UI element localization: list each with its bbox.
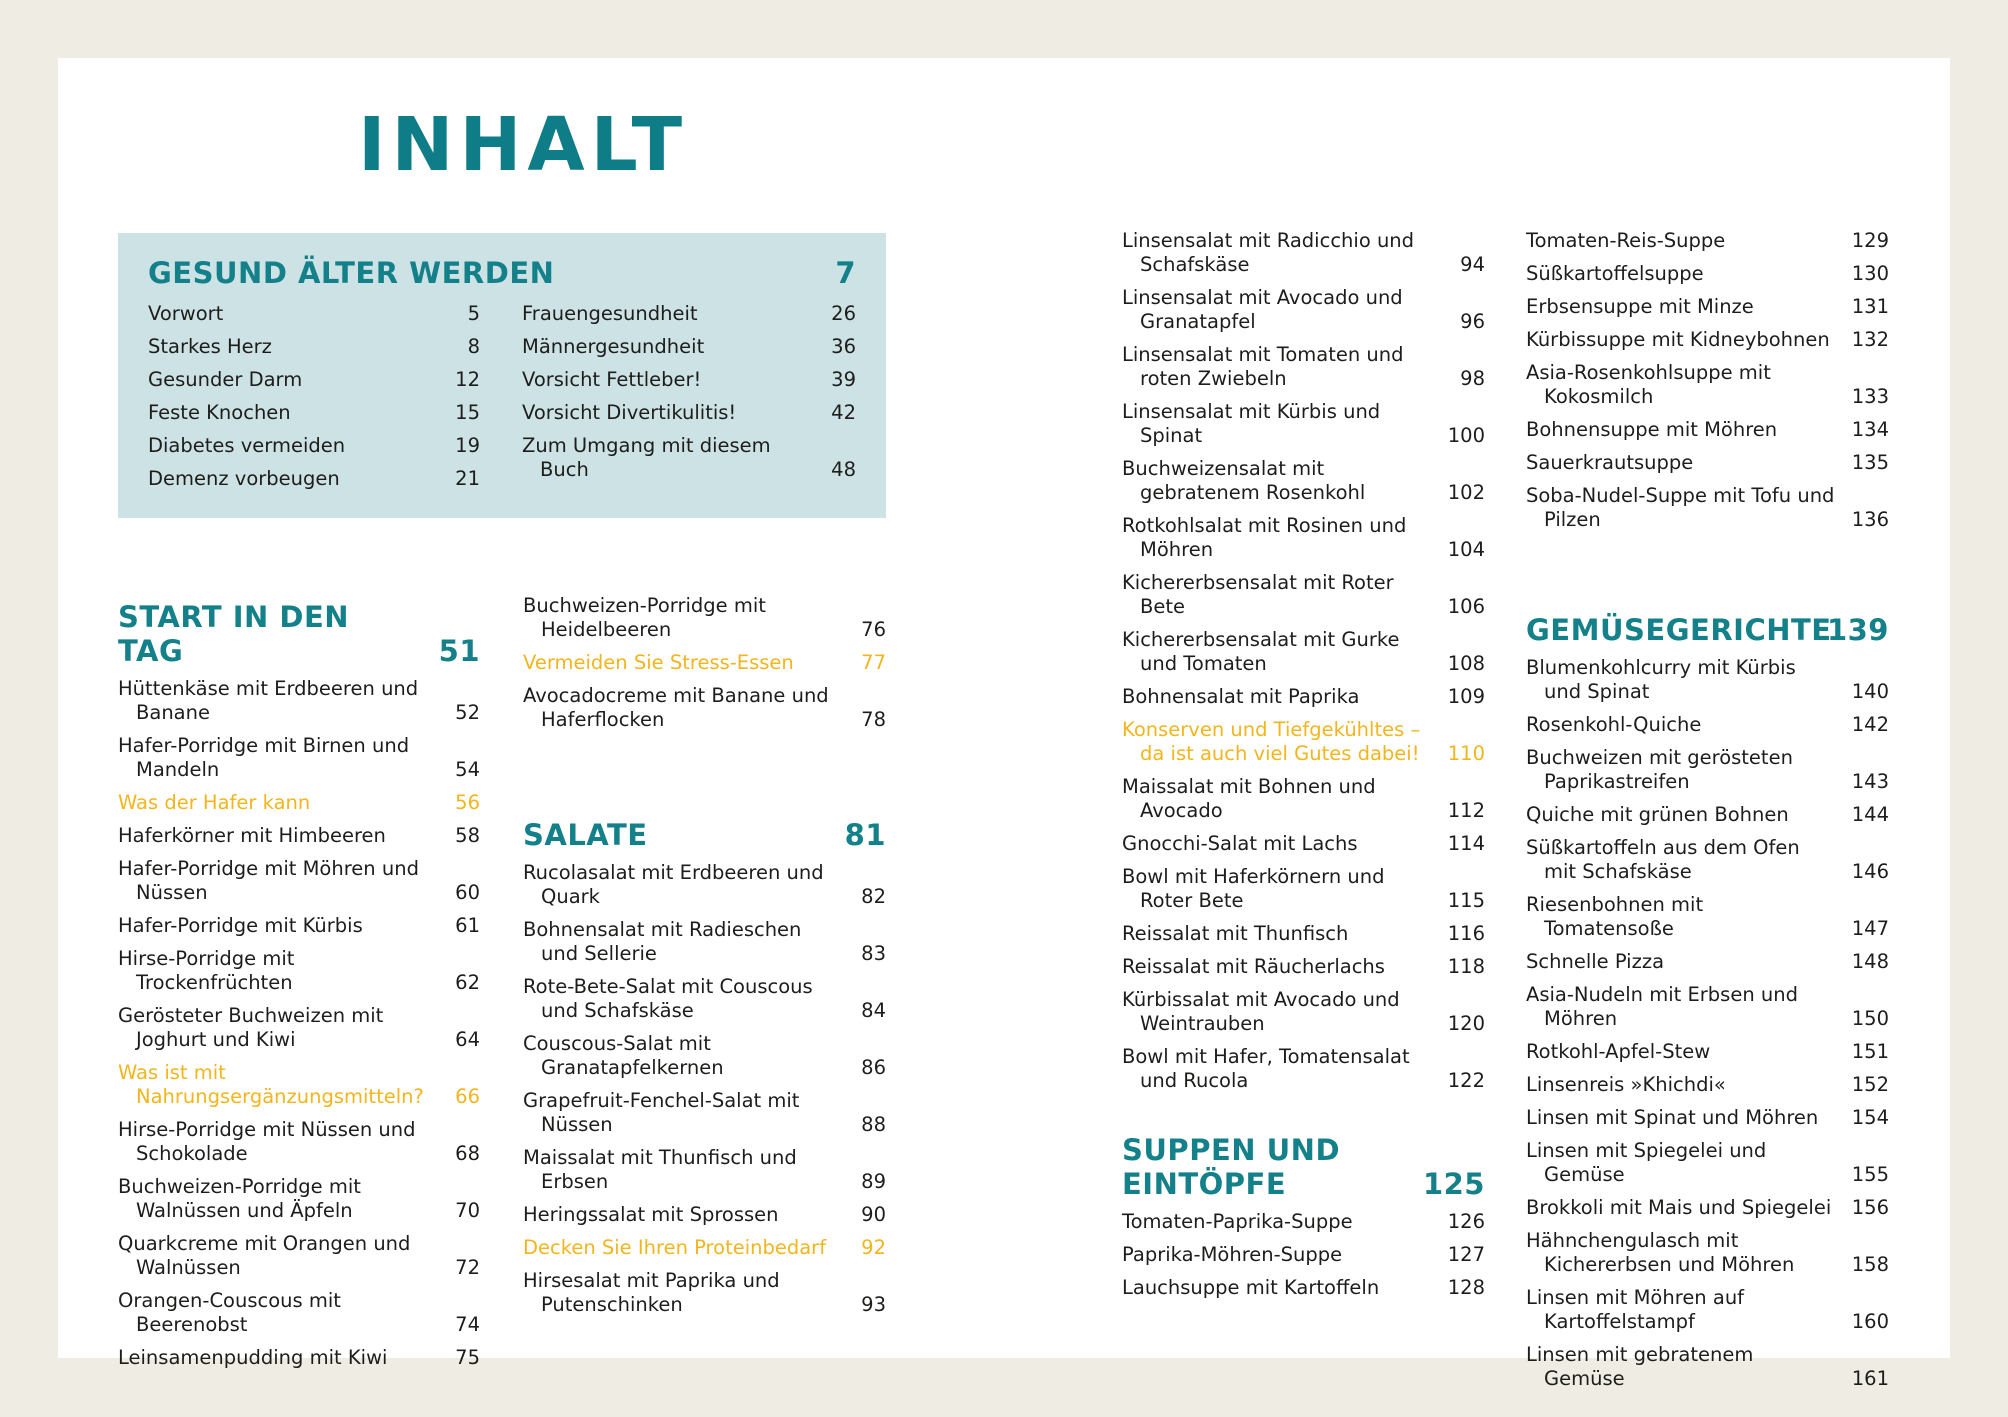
toc-entry-page: 26 bbox=[831, 302, 856, 325]
salate-cont-entries bbox=[1122, 229, 1485, 1093]
toc-entry-page: 62 bbox=[455, 971, 480, 994]
toc-entry-page: 5 bbox=[467, 302, 480, 325]
start-entries bbox=[118, 677, 480, 1370]
toc-entry[interactable] bbox=[523, 684, 886, 732]
toc-entry-title: Buchweizensalat mit gebratenem Rosenkohl bbox=[1122, 457, 1366, 504]
toc-entry-page: 140 bbox=[1851, 680, 1889, 703]
salate-col bbox=[523, 818, 886, 1317]
toc-entry-title: Tomaten-Reis-Suppe bbox=[1526, 229, 1726, 252]
toc-entry-title: Süßkartoffelsuppe bbox=[1526, 262, 1704, 285]
toc-entry-page: 54 bbox=[455, 758, 480, 781]
toc-entry[interactable] bbox=[118, 1289, 480, 1337]
toc-entry[interactable] bbox=[1122, 775, 1485, 823]
toc-entry[interactable] bbox=[1122, 457, 1485, 505]
toc-entry[interactable] bbox=[148, 467, 480, 491]
toc-entry-page: 88 bbox=[861, 1113, 886, 1136]
toc-entry[interactable] bbox=[1526, 361, 1889, 409]
toc-entry-title: Maissalat mit Thunfisch und Erbsen bbox=[523, 1146, 797, 1193]
toc-entry-page: 98 bbox=[1460, 367, 1485, 390]
toc-entry-page: 82 bbox=[861, 885, 886, 908]
toc-entry-page: 142 bbox=[1851, 713, 1889, 736]
toc-entry-page: 74 bbox=[455, 1313, 480, 1336]
toc-entry-title: Erbsensuppe mit Minze bbox=[1526, 295, 1754, 318]
toc-entry[interactable] bbox=[148, 368, 480, 392]
toc-entry-title: Linsenreis »Khichdi« bbox=[1526, 1073, 1726, 1096]
toc-entry-title: Hafer-Porridge mit Möhren und Nüssen bbox=[118, 857, 419, 904]
toc-entry[interactable] bbox=[1122, 343, 1485, 391]
toc-entry-title: Quiche mit grünen Bohnen bbox=[1526, 803, 1789, 826]
toc-entry[interactable] bbox=[1526, 484, 1889, 532]
toc-entry-highlight[interactable] bbox=[118, 1061, 480, 1109]
toc-entry-title: Frauengesundheit bbox=[522, 302, 698, 325]
toc-entry-title: Hirse-Porridge mit Trockenfrüchten bbox=[118, 947, 295, 994]
toc-entry-page: 161 bbox=[1851, 1367, 1889, 1390]
toc-entry-page: 39 bbox=[831, 368, 856, 391]
start-cont-entries bbox=[523, 594, 886, 732]
toc-entry-title: Lauchsuppe mit Kartoffeln bbox=[1122, 1276, 1380, 1299]
toc-entry-title: Linsensalat mit Avocado und Granatapfel bbox=[1122, 286, 1403, 333]
toc-entry-page: 48 bbox=[831, 458, 856, 481]
toc-entry[interactable] bbox=[1122, 685, 1485, 709]
toc-entry[interactable] bbox=[1526, 950, 1889, 974]
toc-entry-title: Konserven und Tiefgekühltes – da ist auch viel Gutes dabei! bbox=[1122, 718, 1421, 765]
toc-entry-page: 147 bbox=[1851, 917, 1889, 940]
toc-entry[interactable] bbox=[523, 1032, 886, 1080]
toc-entry[interactable] bbox=[118, 914, 480, 938]
toc-entry[interactable] bbox=[1526, 746, 1889, 794]
section-heading-gemuese[interactable] bbox=[1526, 613, 1889, 647]
toc-entry[interactable] bbox=[523, 1089, 886, 1137]
toc-entry-page: 134 bbox=[1851, 418, 1889, 441]
toc-entry[interactable] bbox=[148, 335, 480, 359]
toc-entry[interactable] bbox=[522, 401, 856, 425]
toc-entry-title: Linsensalat mit Tomaten und roten Zwiebeln bbox=[1122, 343, 1404, 390]
toc-entry-page: 68 bbox=[455, 1142, 480, 1165]
toc-entry[interactable] bbox=[1526, 1139, 1889, 1187]
toc-entry[interactable] bbox=[118, 1175, 480, 1223]
toc-entry-page: 8 bbox=[467, 335, 480, 358]
toc-entry-page: 75 bbox=[455, 1346, 480, 1369]
toc-entry-title: Brokkoli mit Mais und Spiegelei bbox=[1526, 1196, 1832, 1219]
toc-entry-title: Grapefruit-Fenchel-Salat mit Nüssen bbox=[523, 1089, 800, 1136]
toc-entry[interactable] bbox=[1122, 1276, 1485, 1300]
toc-entry-title: Paprika-Möhren-Suppe bbox=[1122, 1243, 1343, 1266]
toc-entry-title: Bohnensalat mit Radieschen und Sellerie bbox=[523, 918, 802, 965]
toc-entry[interactable] bbox=[1122, 988, 1485, 1036]
section-heading-start-page: 51 bbox=[438, 634, 480, 668]
toc-entry-title: Linsensalat mit Kürbis und Spinat bbox=[1122, 400, 1381, 447]
toc-entry[interactable] bbox=[1526, 262, 1889, 286]
toc-entry-title: Asia-Nudeln mit Erbsen und Möhren bbox=[1526, 983, 1798, 1030]
salate-cont-col bbox=[1122, 229, 1485, 1093]
section-heading-start[interactable] bbox=[118, 600, 480, 668]
toc-entry-title: Tomaten-Paprika-Suppe bbox=[1122, 1210, 1353, 1233]
toc-entry-page: 132 bbox=[1851, 328, 1889, 351]
toc-entry-title: Haferkörner mit Himbeeren bbox=[118, 824, 386, 847]
toc-entry-page: 108 bbox=[1447, 652, 1485, 675]
toc-entry-page: 128 bbox=[1447, 1276, 1485, 1299]
toc-entry-page: 150 bbox=[1851, 1007, 1889, 1030]
toc-entry-page: 133 bbox=[1851, 385, 1889, 408]
section-heading-gemuese-page: 139 bbox=[1826, 613, 1889, 647]
toc-entry-title: Leinsamenpudding mit Kiwi bbox=[118, 1346, 388, 1369]
toc-entry-page: 135 bbox=[1851, 451, 1889, 474]
toc-entry[interactable] bbox=[1122, 1210, 1485, 1234]
toc-entry-title: Kichererbsensalat mit Roter Bete bbox=[1122, 571, 1394, 618]
toc-entry[interactable] bbox=[1122, 286, 1485, 334]
gesund-heading-col bbox=[148, 256, 856, 290]
toc-entry-title: Was ist mit Nahrungsergänzungsmitteln? bbox=[118, 1061, 424, 1108]
toc-entry-title: Avocadocreme mit Banane und Haferflocken bbox=[523, 684, 829, 731]
toc-entry[interactable] bbox=[118, 857, 480, 905]
toc-entry[interactable] bbox=[1526, 1106, 1889, 1130]
toc-entry-page: 102 bbox=[1447, 481, 1485, 504]
toc-entry-title: Orangen-Couscous mit Beerenobst bbox=[118, 1289, 341, 1336]
toc-entry[interactable] bbox=[118, 824, 480, 848]
toc-entry-page: 72 bbox=[455, 1256, 480, 1279]
toc-entry-page: 160 bbox=[1851, 1310, 1889, 1333]
toc-entry[interactable] bbox=[522, 368, 856, 392]
toc-entry-title: Demenz vorbeugen bbox=[148, 467, 340, 490]
toc-entry-title: Diabetes vermeiden bbox=[148, 434, 346, 457]
toc-entry-title: Was der Hafer kann bbox=[118, 791, 311, 814]
toc-entry-title: Vermeiden Sie Stress-Essen bbox=[523, 651, 794, 674]
section-heading-suppen[interactable] bbox=[1122, 1133, 1485, 1201]
toc-entry-page: 152 bbox=[1851, 1073, 1889, 1096]
toc-entry-page: 89 bbox=[861, 1170, 886, 1193]
toc-entry-page: 58 bbox=[455, 824, 480, 847]
toc-entry[interactable] bbox=[1526, 893, 1889, 941]
section-heading-gesund-text: GESUND ÄLTER WERDEN bbox=[148, 256, 555, 290]
toc-entry-page: 96 bbox=[1460, 310, 1485, 333]
toc-entry[interactable] bbox=[118, 734, 480, 782]
toc-entry-page: 94 bbox=[1460, 253, 1485, 276]
toc-entry-title: Schnelle Pizza bbox=[1526, 950, 1665, 973]
toc-entry[interactable] bbox=[523, 1203, 886, 1227]
toc-entry-title: Quarkcreme mit Orangen und Walnüssen bbox=[118, 1232, 411, 1279]
toc-entry[interactable] bbox=[118, 1346, 480, 1370]
toc-entry[interactable] bbox=[1526, 713, 1889, 737]
toc-entry-page: 66 bbox=[455, 1085, 480, 1108]
toc-entry[interactable] bbox=[1526, 1040, 1889, 1064]
toc-entry-page: 115 bbox=[1447, 889, 1485, 912]
toc-entry-title: Vorsicht Fettleber! bbox=[522, 368, 702, 391]
toc-entry[interactable] bbox=[1526, 1286, 1889, 1334]
toc-entry[interactable] bbox=[523, 861, 886, 909]
toc-entry[interactable] bbox=[1526, 1073, 1889, 1097]
toc-entry-page: 52 bbox=[455, 701, 480, 724]
toc-entry-page: 15 bbox=[455, 401, 480, 424]
toc-entry-page: 77 bbox=[861, 651, 886, 674]
toc-entry-page: 60 bbox=[455, 881, 480, 904]
toc-entry-title: Vorwort bbox=[148, 302, 224, 325]
toc-entry[interactable] bbox=[1526, 1343, 1889, 1391]
toc-entry-highlight[interactable] bbox=[118, 791, 480, 815]
toc-entry-page: 144 bbox=[1851, 803, 1889, 826]
toc-entry-title: Rucolasalat mit Erdbeeren und Quark bbox=[523, 861, 824, 908]
toc-entry-title: Männergesundheit bbox=[522, 335, 705, 358]
toc-entry-title: Heringssalat mit Sprossen bbox=[523, 1203, 779, 1226]
page-title: INHALT bbox=[358, 102, 689, 188]
toc-entry-title: Bohnensuppe mit Möhren bbox=[1526, 418, 1778, 441]
toc-entry-page: 146 bbox=[1851, 860, 1889, 883]
toc-entry-page: 84 bbox=[861, 999, 886, 1022]
toc-entry-highlight[interactable] bbox=[1122, 718, 1485, 766]
toc-entry[interactable] bbox=[1526, 1229, 1889, 1277]
toc-entry[interactable] bbox=[1122, 1243, 1485, 1267]
toc-entry-page: 93 bbox=[861, 1293, 886, 1316]
toc-entry-title: Linsen mit Spinat und Möhren bbox=[1526, 1106, 1819, 1129]
suppen-col bbox=[1122, 1133, 1485, 1300]
toc-entry-title: Linsensalat mit Radicchio und Schafskäse bbox=[1122, 229, 1415, 276]
section-heading-gemuese-text: GEMÜSEGERICHTE bbox=[1526, 613, 1832, 647]
toc-entry-title: Reissalat mit Thunfisch bbox=[1122, 922, 1349, 945]
toc-entry-page: 112 bbox=[1447, 799, 1485, 822]
toc-entry-title: Couscous-Salat mit Granatapfelkernen bbox=[523, 1032, 724, 1079]
toc-entry[interactable] bbox=[1526, 803, 1889, 827]
gemuese-entries bbox=[1526, 656, 1889, 1391]
toc-entry-page: 100 bbox=[1447, 424, 1485, 447]
toc-entry-title: Hafer-Porridge mit Kürbis bbox=[118, 914, 363, 937]
toc-entry-page: 56 bbox=[455, 791, 480, 814]
toc-entry-page: 118 bbox=[1447, 955, 1485, 978]
toc-entry-page: 19 bbox=[455, 434, 480, 457]
toc-entry[interactable] bbox=[1122, 229, 1485, 277]
toc-entry-title: Kürbissalat mit Avocado und Weintrauben bbox=[1122, 988, 1400, 1035]
toc-entry[interactable] bbox=[1526, 418, 1889, 442]
section-heading-salate-text: SALATE bbox=[523, 818, 648, 852]
toc-entry-page: 78 bbox=[861, 708, 886, 731]
toc-entry-page: 114 bbox=[1447, 832, 1485, 855]
toc-entry-title: Rote-Bete-Salat mit Couscous und Schafskäse bbox=[523, 975, 813, 1022]
section-heading-start-text: START IN DEN TAG bbox=[118, 600, 350, 668]
toc-entry-title: Rotkohlsalat mit Rosinen und Möhren bbox=[1122, 514, 1407, 561]
gesund-col-left bbox=[148, 293, 480, 491]
toc-entry-page: 76 bbox=[861, 618, 886, 641]
toc-entry-page: 106 bbox=[1447, 595, 1485, 618]
toc-entry-page: 21 bbox=[455, 467, 480, 490]
toc-entry-title: Hirse-Porridge mit Nüssen und Schokolade bbox=[118, 1118, 416, 1165]
toc-entry-page: 148 bbox=[1851, 950, 1889, 973]
toc-entry-page: 116 bbox=[1447, 922, 1485, 945]
toc-entry-page: 42 bbox=[831, 401, 856, 424]
toc-entry[interactable] bbox=[1122, 1045, 1485, 1093]
toc-entry-page: 129 bbox=[1851, 229, 1889, 252]
toc-entry-page: 130 bbox=[1851, 262, 1889, 285]
toc-entry-page: 109 bbox=[1447, 685, 1485, 708]
toc-entry-page: 151 bbox=[1851, 1040, 1889, 1063]
toc-entry[interactable] bbox=[1526, 295, 1889, 319]
toc-entry-title: Feste Knochen bbox=[148, 401, 291, 424]
toc-entry[interactable] bbox=[1122, 628, 1485, 676]
toc-entry-title: Vorsicht Divertikulitis! bbox=[522, 401, 737, 424]
toc-entry-title: Linsen mit Möhren auf Kartoffelstampf bbox=[1526, 1286, 1745, 1333]
toc-entry-title: Süßkartoffeln aus dem Ofen mit Schafskäse bbox=[1526, 836, 1800, 883]
toc-entry[interactable] bbox=[522, 335, 856, 359]
section-heading-gesund[interactable] bbox=[148, 256, 856, 290]
toc-entry-title: Kichererbsensalat mit Gurke und Tomaten bbox=[1122, 628, 1400, 675]
toc-entry-title: Hüttenkäse mit Erdbeeren und Banane bbox=[118, 677, 419, 724]
toc-entry-page: 127 bbox=[1447, 1243, 1485, 1266]
toc-entry-page: 126 bbox=[1447, 1210, 1485, 1233]
toc-entry-title: Starkes Herz bbox=[148, 335, 272, 358]
toc-entry-title: Zum Umgang mit diesem Buch bbox=[522, 434, 771, 481]
toc-entry-title: Gnocchi-Salat mit Lachs bbox=[1122, 832, 1358, 855]
gesund-col-right bbox=[522, 293, 856, 482]
toc-entry[interactable] bbox=[1122, 571, 1485, 619]
toc-entry-title: Hirsesalat mit Paprika und Putenschinken bbox=[523, 1269, 780, 1316]
toc-entry[interactable] bbox=[1526, 1196, 1889, 1220]
toc-entry-title: Riesenbohnen mit Tomatensoße bbox=[1526, 893, 1704, 940]
section-heading-salate[interactable] bbox=[523, 818, 886, 852]
toc-entry-page: 154 bbox=[1851, 1106, 1889, 1129]
toc-entry[interactable] bbox=[1122, 832, 1485, 856]
toc-entry[interactable] bbox=[118, 1118, 480, 1166]
toc-entry-title: Hähnchengulasch mit Kichererbsen und Möhren bbox=[1526, 1229, 1795, 1276]
toc-entry-title: Buchweizen mit gerösteten Paprikastreifen bbox=[1526, 746, 1793, 793]
toc-entry[interactable] bbox=[1526, 983, 1889, 1031]
toc-entry-page: 36 bbox=[831, 335, 856, 358]
toc-entry[interactable] bbox=[1122, 400, 1485, 448]
toc-entry[interactable] bbox=[118, 677, 480, 725]
start-col bbox=[118, 600, 480, 1370]
gemuese-col bbox=[1526, 613, 1889, 1391]
toc-entry-title: Blumenkohlcurry mit Kürbis und Spinat bbox=[1526, 656, 1796, 703]
toc-entry-title: Decken Sie Ihren Proteinbedarf bbox=[523, 1236, 827, 1259]
toc-entry[interactable] bbox=[523, 975, 886, 1023]
toc-entry-highlight[interactable] bbox=[523, 651, 886, 675]
toc-entry-page: 143 bbox=[1851, 770, 1889, 793]
toc-entry[interactable] bbox=[118, 1004, 480, 1052]
toc-entry[interactable] bbox=[118, 1232, 480, 1280]
toc-entry-title: Gerösteter Buchweizen mit Joghurt und Kiwi bbox=[118, 1004, 384, 1051]
toc-entry-title: Gesunder Darm bbox=[148, 368, 303, 391]
toc-entry[interactable] bbox=[148, 401, 480, 425]
toc-entry[interactable] bbox=[1122, 514, 1485, 562]
toc-entry-title: Hafer-Porridge mit Birnen und Mandeln bbox=[118, 734, 410, 781]
toc-entry-page: 136 bbox=[1851, 508, 1889, 531]
toc-entry-page: 122 bbox=[1447, 1069, 1485, 1092]
toc-entry-title: Bowl mit Hafer, Tomatensalat und Rucola bbox=[1122, 1045, 1410, 1092]
toc-entry-title: Kürbissuppe mit Kidneybohnen bbox=[1526, 328, 1830, 351]
toc-entry-highlight[interactable] bbox=[523, 1236, 886, 1260]
toc-entry[interactable] bbox=[1526, 229, 1889, 253]
salate-entries bbox=[523, 861, 886, 1317]
suppen-cont-col bbox=[1526, 229, 1889, 532]
toc-entry-page: 110 bbox=[1447, 742, 1485, 765]
toc-entry[interactable] bbox=[1122, 955, 1485, 979]
section-heading-salate-page: 81 bbox=[844, 818, 886, 852]
toc-entry[interactable] bbox=[1122, 922, 1485, 946]
toc-entry-page: 120 bbox=[1447, 1012, 1485, 1035]
toc-entry-page: 64 bbox=[455, 1028, 480, 1051]
start-cont-col bbox=[523, 594, 886, 732]
suppen-cont-entries bbox=[1526, 229, 1889, 532]
toc-entry[interactable] bbox=[1526, 451, 1889, 475]
toc-entry-page: 158 bbox=[1851, 1253, 1889, 1276]
toc-entry-title: Buchweizen-Porridge mit Heidelbeeren bbox=[523, 594, 766, 641]
toc-entry[interactable] bbox=[1526, 328, 1889, 352]
toc-entry[interactable] bbox=[1526, 656, 1889, 704]
toc-entry-page: 61 bbox=[455, 914, 480, 937]
toc-entry[interactable] bbox=[523, 594, 886, 642]
toc-entry[interactable] bbox=[1122, 865, 1485, 913]
toc-entry-title: Maissalat mit Bohnen und Avocado bbox=[1122, 775, 1376, 822]
toc-entry-title: Rosenkohl-Quiche bbox=[1526, 713, 1702, 736]
toc-entry-title: Linsen mit gebratenem Gemüse bbox=[1526, 1343, 1754, 1390]
toc-entry[interactable] bbox=[1526, 836, 1889, 884]
toc-entry-page: 12 bbox=[455, 368, 480, 391]
toc-entry-title: Rotkohl-Apfel-Stew bbox=[1526, 1040, 1711, 1063]
section-heading-gesund-page: 7 bbox=[835, 256, 856, 290]
toc-entry[interactable] bbox=[118, 947, 480, 995]
toc-entry[interactable] bbox=[522, 302, 856, 326]
toc-entry-page: 156 bbox=[1851, 1196, 1889, 1219]
toc-entry-title: Sauerkrautsuppe bbox=[1526, 451, 1694, 474]
section-heading-suppen-page: 125 bbox=[1422, 1167, 1485, 1201]
toc-entry[interactable] bbox=[523, 1146, 886, 1194]
toc-entry[interactable] bbox=[148, 302, 480, 326]
toc-entry-page: 90 bbox=[861, 1203, 886, 1226]
toc-entry-title: Asia-Rosenkohlsuppe mit Kokosmilch bbox=[1526, 361, 1771, 408]
toc-entry[interactable] bbox=[523, 1269, 886, 1317]
toc-entry-title: Soba-Nudel-Suppe mit Tofu und Pilzen bbox=[1526, 484, 1835, 531]
suppen-entries bbox=[1122, 1210, 1485, 1300]
toc-entry-page: 155 bbox=[1851, 1163, 1889, 1186]
toc-entry-title: Reissalat mit Räucherlachs bbox=[1122, 955, 1385, 978]
section-heading-suppen-line1: SUPPEN UND bbox=[1122, 1133, 1341, 1167]
toc-entry-title: Bohnensalat mit Paprika bbox=[1122, 685, 1360, 708]
toc-entry-page: 86 bbox=[861, 1056, 886, 1079]
toc-entry[interactable] bbox=[522, 434, 856, 482]
toc-entry-title: Bowl mit Haferkörnern und Roter Bete bbox=[1122, 865, 1385, 912]
toc-entry[interactable] bbox=[523, 918, 886, 966]
toc-entry-title: Linsen mit Spiegelei und Gemüse bbox=[1526, 1139, 1767, 1186]
toc-entry-page: 92 bbox=[861, 1236, 886, 1259]
section-heading-suppen-line2: EINTÖPFE bbox=[1122, 1167, 1287, 1201]
toc-entry-page: 83 bbox=[861, 942, 886, 965]
toc-entry-page: 70 bbox=[455, 1199, 480, 1222]
toc-entry[interactable] bbox=[148, 434, 480, 458]
toc-entry-page: 104 bbox=[1447, 538, 1485, 561]
toc-entry-title: Buchweizen-Porridge mit Walnüssen und Äpfeln bbox=[118, 1175, 361, 1222]
toc-entry-page: 131 bbox=[1851, 295, 1889, 318]
